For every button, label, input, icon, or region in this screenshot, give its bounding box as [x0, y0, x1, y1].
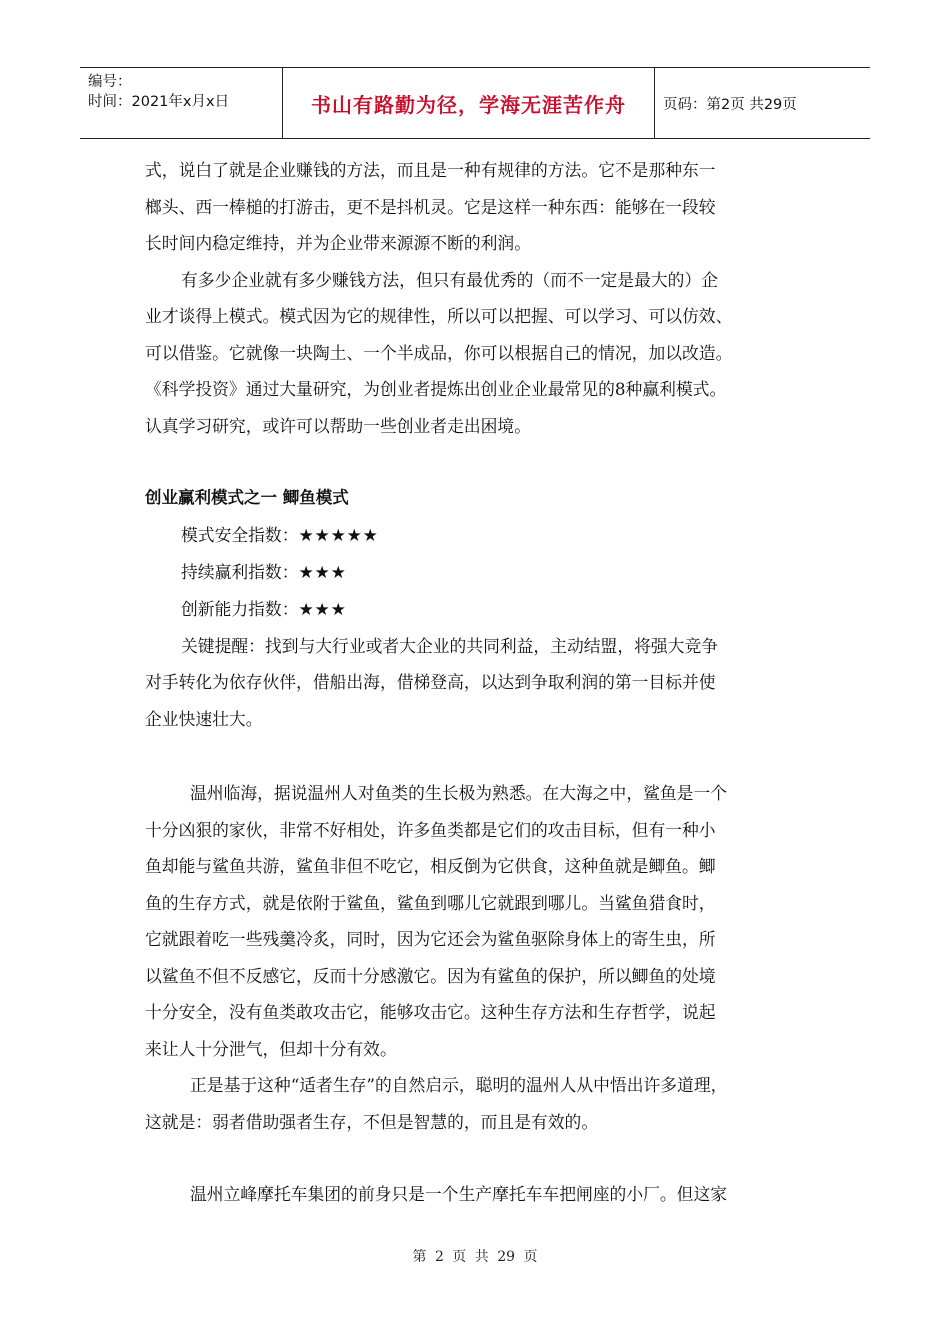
star-rating: ★★★ — [298, 561, 347, 582]
text-line: 它就跟着吃一些残羹冷炙，同时，因为它还会为鲨鱼驱除身体上的寄生虫，所 — [145, 929, 716, 949]
text-line: 关键提醒：找到与大行业或者大企业的共同利益，主动结盟，将强大竞争 — [181, 635, 719, 656]
text-line: 认真学习研究，或许可以帮助一些创业者走出困境。 — [145, 415, 531, 436]
section-title: 创业赢利模式之一 鲫鱼模式 — [145, 488, 349, 507]
header-page-label: 页码：第2页 共29页 — [663, 96, 797, 113]
text-line: 鱼的生存方式，就是依附于鲨鱼，鲨鱼到哪儿它就跟到哪儿。当鲨鱼猎食时， — [145, 892, 716, 913]
rating-label: 创新能力指数： — [181, 598, 299, 619]
rating-label: 持续赢利指数： — [181, 561, 299, 582]
text-line: 十分凶狠的家伙，非常不好相处，许多鱼类都是它们的攻击目标，但有一种小 — [145, 819, 716, 840]
text-line: 对手转化为依存伙伴，借船出海，借梯登高，以达到争取利润的第一目标并使 — [145, 672, 716, 692]
page-footer: 第 2 页 共 29 页 — [412, 1249, 538, 1265]
date-label: 时间：2021年x月x日 — [88, 94, 230, 110]
text-line: 有多少企业就有多少赚钱方法，但只有最优秀的（而不一定是最大的）企 — [181, 269, 719, 290]
text-line: 正是基于这种“适者生存”的自然启示，聪明的温州人从中悟出许多道理， — [190, 1075, 728, 1095]
text-line: 榔头、西一棒槌的打游击，更不是抖机灵。它是这样一种东西：能够在一段较 — [145, 196, 716, 217]
document-body — [145, 152, 809, 1213]
rating-label: 模式安全指数： — [181, 524, 299, 545]
text-line: 温州临海，据说温州人对鱼类的生长极为熟悉。在大海之中，鲨鱼是一个 — [190, 783, 728, 803]
text-line: 企业快速壮大。 — [145, 708, 263, 729]
rating-innovation — [145, 591, 809, 628]
text-line: 式，说白了就是企业赚钱的方法，而且是一种有规律的方法。它不是那种东一 — [145, 160, 716, 180]
text-line: 这就是：弱者借助强者生存，不但是智慧的，而且是有效的。 — [145, 1111, 599, 1132]
text-line: 《科学投资》通过大量研究，为创业者提炼出创业企业最常见的8种赢利模式。 — [145, 379, 727, 399]
page-header — [80, 67, 870, 139]
rating-safety — [145, 517, 809, 554]
star-rating: ★★★ — [298, 598, 347, 619]
text-line: 可以借鉴。它就像一块陶土、一个半成品，你可以根据自己的情况，加以改造。 — [145, 342, 733, 363]
text-line: 业才谈得上模式。模式因为它的规律性，所以可以把握、可以学习、可以仿效、 — [145, 306, 733, 326]
text-line: 温州立峰摩托车集团的前身只是一个生产摩托车车把闸座的小厂。但这家 — [190, 1184, 728, 1204]
header-motto: 书山有路勤为径，学海无涯苦作舟 — [282, 68, 655, 138]
text-line: 来让人十分泄气，但却十分有效。 — [145, 1038, 397, 1059]
text-line: 十分安全，没有鱼类敢攻击它，能够攻击它。这种生存方法和生存哲学，说起 — [145, 1002, 716, 1022]
star-rating: ★★★★★ — [298, 524, 379, 545]
number-label: 编号： — [88, 74, 132, 90]
header-meta — [80, 68, 282, 138]
text-line: 鱼却能与鲨鱼共游，鲨鱼非但不吃它，相反倒为它供食，这种鱼就是鲫鱼。鲫 — [145, 856, 716, 876]
rating-profit — [145, 554, 809, 591]
text-line: 长时间内稳定维持，并为企业带来源源不断的利润。 — [145, 233, 531, 253]
text-line: 以鲨鱼不但不反感它，反而十分感激它。因为有鲨鱼的保护，所以鲫鱼的处境 — [145, 965, 716, 986]
